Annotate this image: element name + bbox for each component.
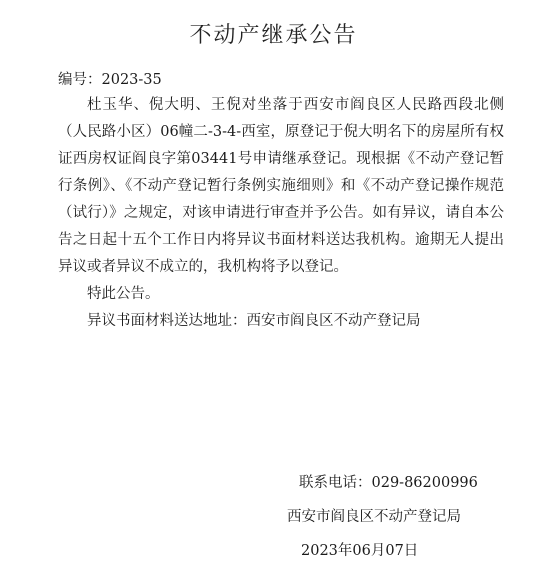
notice-paragraph-main: 杜玉华、倪大明、王倪对坐落于西安市阎良区人民路西段北侧（人民路小区）06幢二-3-4-西室，原登记于倪大明名下的房屋所有权证西房权证阎良字第03441号申请继承登记。现根据《不动产登记暂行条例》、《不动产登记暂行条例实施细则》和《不动产登记操作规范（试行）》之规定，对该申请进行审查并予公告。如有异议，请自本公告之日起十五个工作日内将异议书面材料送达我机构。逾期无人提出异议或者异议不成立的，我机构将予以登记。 [58, 97, 504, 275]
issuing-organization: 西安市阎良区不动产登记局 [287, 509, 461, 525]
notice-footer [287, 466, 487, 568]
issue-date: 2023年06月07日 [301, 543, 419, 559]
contact-phone: 联系电话：029-86200996 [299, 475, 478, 491]
notice-body [58, 92, 504, 335]
notice-paragraph-address: 异议书面材料送达地址：西安市阎良区不动产登记局 [87, 313, 421, 329]
document-number: 编号：2023-35 [58, 72, 162, 88]
page-title: 不动产继承公告 [189, 23, 358, 48]
notice-paragraph-closing: 特此公告。 [87, 286, 160, 302]
